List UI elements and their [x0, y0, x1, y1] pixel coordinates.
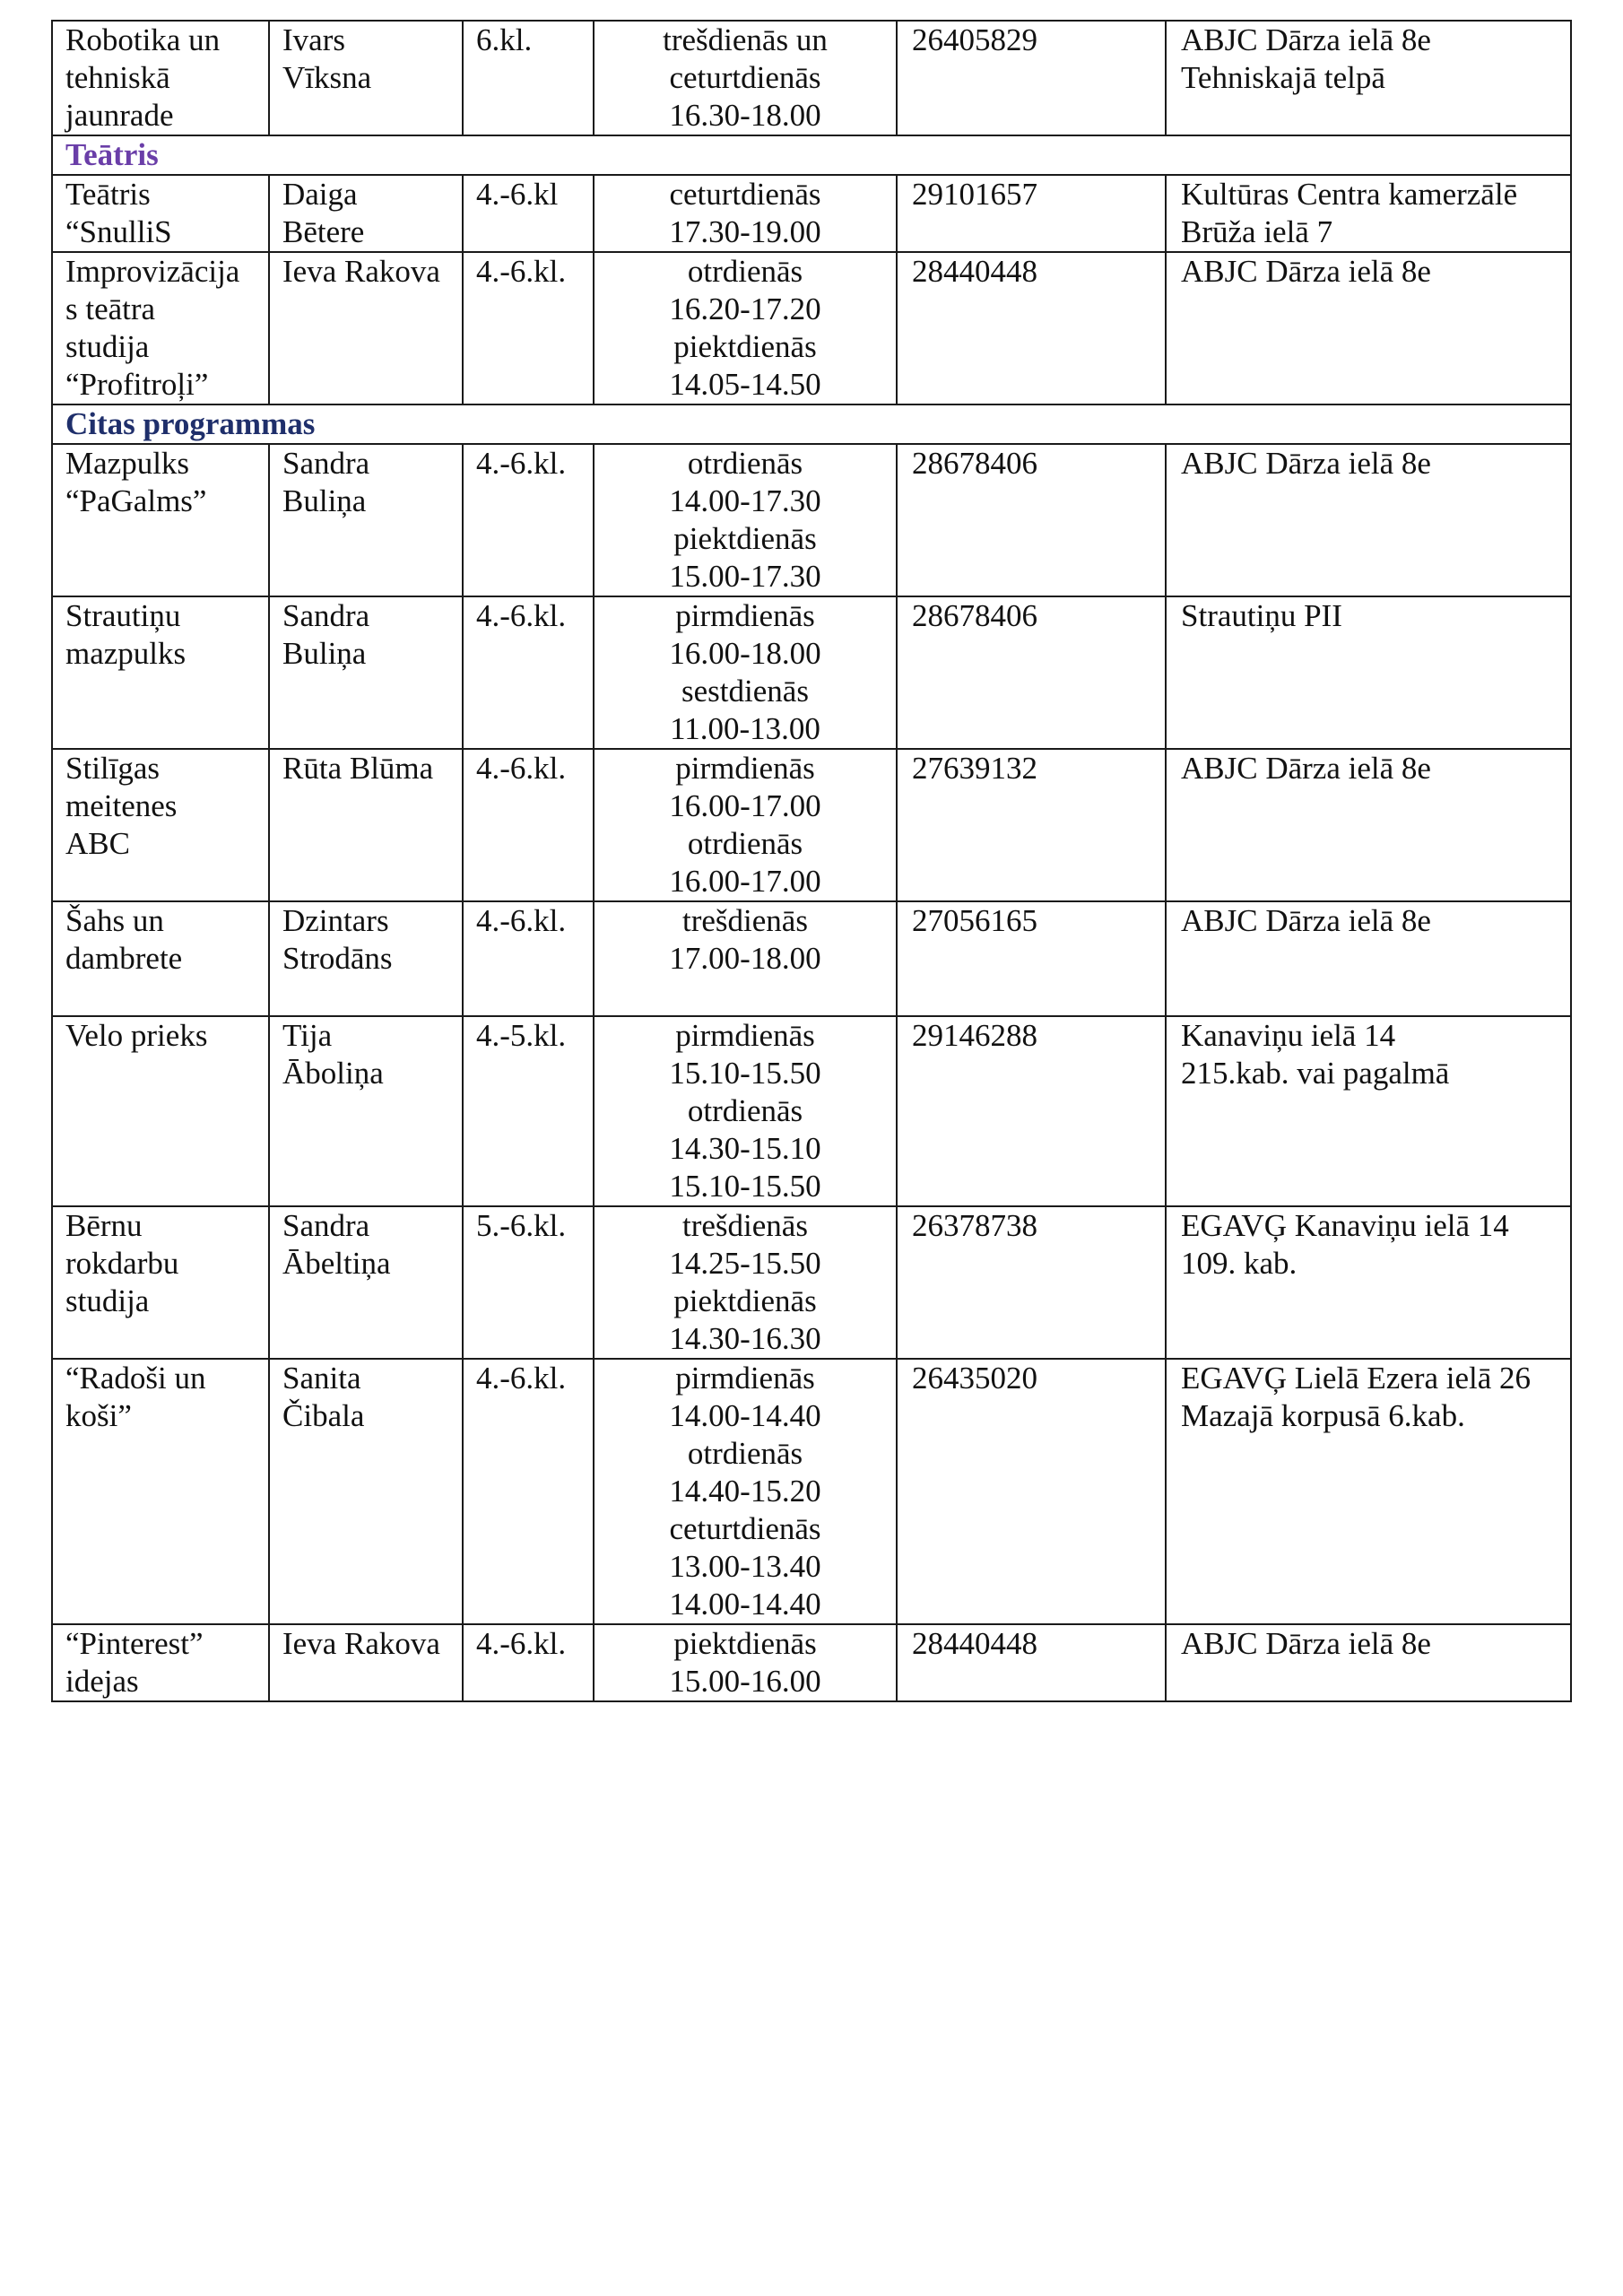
schedule-time-line: piektdienās [673, 521, 817, 556]
schedule-time-line: otrdienās [687, 254, 803, 289]
schedule-time-cell [594, 444, 897, 596]
program-name-line: “Pinterest” [65, 1626, 204, 1661]
schedule-time-line: 16.20-17.20 [669, 291, 821, 326]
program-name-line: meitenes [65, 788, 178, 823]
location-line: ABJC Dārza ielā 8e [1181, 446, 1431, 481]
teacher-cell [269, 901, 463, 1016]
schedule-time-line: 11.00-13.00 [670, 711, 820, 746]
teacher-cell [269, 1359, 463, 1624]
program-name-line: dambrete [65, 941, 183, 976]
teacher-line: Ivars [282, 22, 345, 57]
teacher-line: Dzintars [282, 903, 389, 938]
program-name-line: jaunrade [65, 98, 174, 133]
program-name-line: “SnulliS [65, 214, 172, 249]
teacher-line: Vīksna [282, 60, 372, 95]
teacher-cell [269, 21, 463, 135]
phone-line: 28678406 [912, 598, 1037, 633]
schedule-time-line: trešdienās [682, 903, 808, 938]
location-line: Kultūras Centra kamerzālē [1181, 177, 1518, 212]
schedule-time-line: 17.30-19.00 [669, 214, 821, 249]
program-name-line: “Radoši un [65, 1361, 206, 1396]
location-cell [1166, 596, 1571, 749]
schedule-time-line: 14.25-15.50 [669, 1246, 821, 1281]
schedule-time-line: 17.00-18.00 [669, 941, 821, 976]
schedule-time-line: 15.10-15.50 [669, 1169, 821, 1204]
grade-cell [463, 1206, 594, 1359]
location-cell [1166, 749, 1571, 901]
phone-cell [897, 175, 1166, 252]
teacher-line: Daiga [282, 177, 358, 212]
teacher-line: Rūta Blūma [282, 751, 434, 786]
schedule-time-line: pirmdienās [675, 751, 815, 786]
location-cell [1166, 175, 1571, 252]
program-name-line: Stilīgas [65, 751, 161, 786]
phone-cell [897, 1624, 1166, 1701]
grade-cell [463, 21, 594, 135]
program-name-line: mazpulks [65, 636, 187, 671]
schedule-time-line: otrdienās [687, 826, 803, 861]
grade-line: 4.-6.kl. [476, 903, 567, 938]
teacher-line: Buliņa [282, 483, 367, 518]
schedule-time-line: sestdienās [681, 674, 809, 709]
phone-cell [897, 596, 1166, 749]
schedule-time-cell [594, 175, 897, 252]
schedule-time-line: 14.00-14.40 [669, 1398, 821, 1433]
schedule-time-line: 14.00-14.40 [669, 1587, 821, 1622]
phone-line: 28440448 [912, 1626, 1037, 1661]
location-line: ABJC Dārza ielā 8e [1181, 1626, 1431, 1661]
program-name-cell [52, 21, 269, 135]
schedule-time-cell [594, 1016, 897, 1206]
schedule-time-line: ceturtdienās [669, 1511, 821, 1546]
grade-cell [463, 175, 594, 252]
location-line: Brūža ielā 7 [1181, 214, 1333, 249]
grade-line: 4.-6.kl. [476, 254, 567, 289]
table-row [52, 1359, 1571, 1624]
teacher-cell [269, 444, 463, 596]
teacher-line: Bētere [282, 214, 365, 249]
program-name-line: Teātris [65, 177, 151, 212]
schedule-time-line: otrdienās [687, 446, 803, 481]
table-row [52, 252, 1571, 404]
phone-cell [897, 1016, 1166, 1206]
schedule-time-line: 14.30-16.30 [669, 1321, 821, 1356]
schedule-time-line: piektdienās [673, 1626, 817, 1661]
schedule-time-line: pirmdienās [675, 1018, 815, 1053]
location-line: Kanaviņu ielā 14 [1181, 1018, 1396, 1053]
schedule-time-cell [594, 1624, 897, 1701]
program-name-line: Šahs un [65, 903, 164, 938]
phone-line: 26435020 [912, 1361, 1037, 1396]
program-name-line: idejas [65, 1664, 139, 1699]
program-name-line: Strautiņu [65, 598, 181, 633]
teacher-line: Čibala [282, 1398, 365, 1433]
schedule-time-cell [594, 596, 897, 749]
grade-cell [463, 749, 594, 901]
phone-line: 26405829 [912, 22, 1037, 57]
program-name-cell [52, 252, 269, 404]
program-name-cell [52, 175, 269, 252]
location-cell [1166, 444, 1571, 596]
program-name-cell [52, 901, 269, 1016]
teacher-cell [269, 1206, 463, 1359]
teacher-line: Sandra [282, 1208, 370, 1243]
phone-line: 26378738 [912, 1208, 1037, 1243]
table-row [52, 21, 1571, 135]
table-row [52, 901, 1571, 1016]
schedule-time-line: pirmdienās [675, 598, 815, 633]
location-line: 109. kab. [1181, 1246, 1298, 1281]
location-cell [1166, 901, 1571, 1016]
program-name-cell [52, 1359, 269, 1624]
grade-line: 4.-6.kl. [476, 1361, 567, 1396]
schedule-time-line: 15.00-17.30 [669, 559, 821, 594]
program-name-cell [52, 1624, 269, 1701]
phone-cell [897, 21, 1166, 135]
teacher-line: Strodāns [282, 941, 393, 976]
phone-cell [897, 1359, 1166, 1624]
teacher-line: Tija [282, 1018, 333, 1053]
grade-cell [463, 1016, 594, 1206]
schedule-time-cell [594, 1359, 897, 1624]
program-name-line: Mazpulks [65, 446, 190, 481]
table-row [52, 1206, 1571, 1359]
teacher-cell [269, 252, 463, 404]
program-name-cell [52, 749, 269, 901]
schedule-time-line: 16.00-17.00 [669, 864, 821, 899]
location-cell [1166, 1624, 1571, 1701]
location-line: EGAVĢ Kanaviņu ielā 14 [1181, 1208, 1509, 1243]
section-title: Teātris [52, 135, 1571, 175]
section-header-row [52, 404, 1571, 444]
phone-cell [897, 1206, 1166, 1359]
teacher-line: Ieva Rakova [282, 1626, 440, 1661]
schedule-time-line: trešdienās un [663, 22, 828, 57]
schedule-table [51, 20, 1572, 1702]
schedule-time-line: 15.00-16.00 [669, 1664, 821, 1699]
location-line: ABJC Dārza ielā 8e [1181, 22, 1431, 57]
table-row [52, 1624, 1571, 1701]
phone-line: 29101657 [912, 177, 1037, 212]
program-name-line: studija [65, 1283, 150, 1318]
schedule-time-line: otrdienās [687, 1436, 803, 1471]
location-line: EGAVĢ Lielā Ezera ielā 26 [1181, 1361, 1532, 1396]
schedule-time-cell [594, 252, 897, 404]
teacher-line: Sanita [282, 1361, 361, 1396]
location-line: Tehniskajā telpā [1181, 60, 1385, 95]
grade-line: 4.-6.kl. [476, 1626, 567, 1661]
table-row [52, 444, 1571, 596]
grade-cell [463, 252, 594, 404]
phone-line: 29146288 [912, 1018, 1037, 1053]
grade-line: 5.-6.kl. [476, 1208, 567, 1243]
location-cell [1166, 252, 1571, 404]
program-name-line: koši” [65, 1398, 132, 1433]
schedule-time-line: trešdienās [682, 1208, 808, 1243]
phone-cell [897, 749, 1166, 901]
schedule-time-line: 13.00-13.40 [669, 1549, 821, 1584]
program-name-line: studija [65, 329, 150, 364]
schedule-time-line: 16.00-18.00 [669, 636, 821, 671]
program-name-line: rokdarbu [65, 1246, 179, 1281]
grade-line: 4.-6.kl. [476, 751, 567, 786]
schedule-time-cell [594, 21, 897, 135]
schedule-time-line: 16.00-17.00 [669, 788, 821, 823]
teacher-line: Sandra [282, 446, 370, 481]
location-cell [1166, 21, 1571, 135]
location-line: 215.kab. vai pagalmā [1181, 1056, 1450, 1091]
program-name-line: “Profitroļi” [65, 367, 209, 402]
teacher-line: Ābeltiņa [282, 1246, 391, 1281]
location-line: ABJC Dārza ielā 8e [1181, 903, 1431, 938]
teacher-line: Buliņa [282, 636, 367, 671]
grade-line: 4.-6.kl [476, 177, 559, 212]
section-title: Citas programmas [52, 404, 1571, 444]
program-name-line: Bērnu [65, 1208, 143, 1243]
grade-cell [463, 596, 594, 749]
grade-cell [463, 1624, 594, 1701]
teacher-cell [269, 1624, 463, 1701]
program-name-cell [52, 596, 269, 749]
location-cell [1166, 1206, 1571, 1359]
phone-line: 27056165 [912, 903, 1037, 938]
teacher-line: Ieva Rakova [282, 254, 440, 289]
table-row [52, 175, 1571, 252]
program-name-cell [52, 1016, 269, 1206]
teacher-cell [269, 596, 463, 749]
program-name-line: Improvizācija [65, 254, 240, 289]
location-cell [1166, 1016, 1571, 1206]
schedule-time-line: piektdienās [673, 1283, 817, 1318]
program-name-line: Robotika un [65, 22, 221, 57]
schedule-time-line: piektdienās [673, 329, 817, 364]
grade-cell [463, 901, 594, 1016]
program-name-line: s teātra [65, 291, 156, 326]
section-header-row [52, 135, 1571, 175]
schedule-time-cell [594, 901, 897, 1016]
grade-cell [463, 1359, 594, 1624]
schedule-time-line: 14.00-17.30 [669, 483, 821, 518]
program-name-line: Velo prieks [65, 1018, 208, 1053]
grade-line: 4.-6.kl. [476, 446, 567, 481]
schedule-time-cell [594, 749, 897, 901]
location-line: ABJC Dārza ielā 8e [1181, 254, 1431, 289]
schedule-time-cell [594, 1206, 897, 1359]
schedule-time-line: otrdienās [687, 1093, 803, 1128]
schedule-time-line: 14.30-15.10 [669, 1131, 821, 1166]
program-name-line: ABC [65, 826, 130, 861]
table-row [52, 749, 1571, 901]
schedule-time-line: 16.30-18.00 [669, 98, 821, 133]
phone-line: 28440448 [912, 254, 1037, 289]
table-row [52, 596, 1571, 749]
location-cell [1166, 1359, 1571, 1624]
program-name-cell [52, 444, 269, 596]
schedule-time-line: 15.10-15.50 [669, 1056, 821, 1091]
location-line: ABJC Dārza ielā 8e [1181, 751, 1431, 786]
grade-line: 4.-5.kl. [476, 1018, 567, 1053]
schedule-time-line: 14.05-14.50 [669, 367, 821, 402]
grade-cell [463, 444, 594, 596]
teacher-cell [269, 175, 463, 252]
schedule-time-line: pirmdienās [675, 1361, 815, 1396]
blank-line [600, 978, 890, 1015]
schedule-time-line: ceturtdienās [669, 60, 821, 95]
schedule-time-line: ceturtdienās [669, 177, 821, 212]
teacher-line: Āboliņa [282, 1056, 384, 1091]
teacher-cell [269, 749, 463, 901]
phone-cell [897, 252, 1166, 404]
schedule-body [52, 21, 1571, 1701]
program-name-cell [52, 1206, 269, 1359]
phone-line: 28678406 [912, 446, 1037, 481]
phone-cell [897, 444, 1166, 596]
schedule-time-line: 14.40-15.20 [669, 1474, 821, 1509]
phone-cell [897, 901, 1166, 1016]
grade-line: 6.kl. [476, 22, 533, 57]
location-line: Mazajā korpusā 6.kab. [1181, 1398, 1465, 1433]
program-name-line: “PaGalms” [65, 483, 207, 518]
teacher-line: Sandra [282, 598, 370, 633]
teacher-cell [269, 1016, 463, 1206]
grade-line: 4.-6.kl. [476, 598, 567, 633]
table-row [52, 1016, 1571, 1206]
program-name-line: tehniskā [65, 60, 170, 95]
phone-line: 27639132 [912, 751, 1037, 786]
location-line: Strautiņu PII [1181, 598, 1342, 633]
